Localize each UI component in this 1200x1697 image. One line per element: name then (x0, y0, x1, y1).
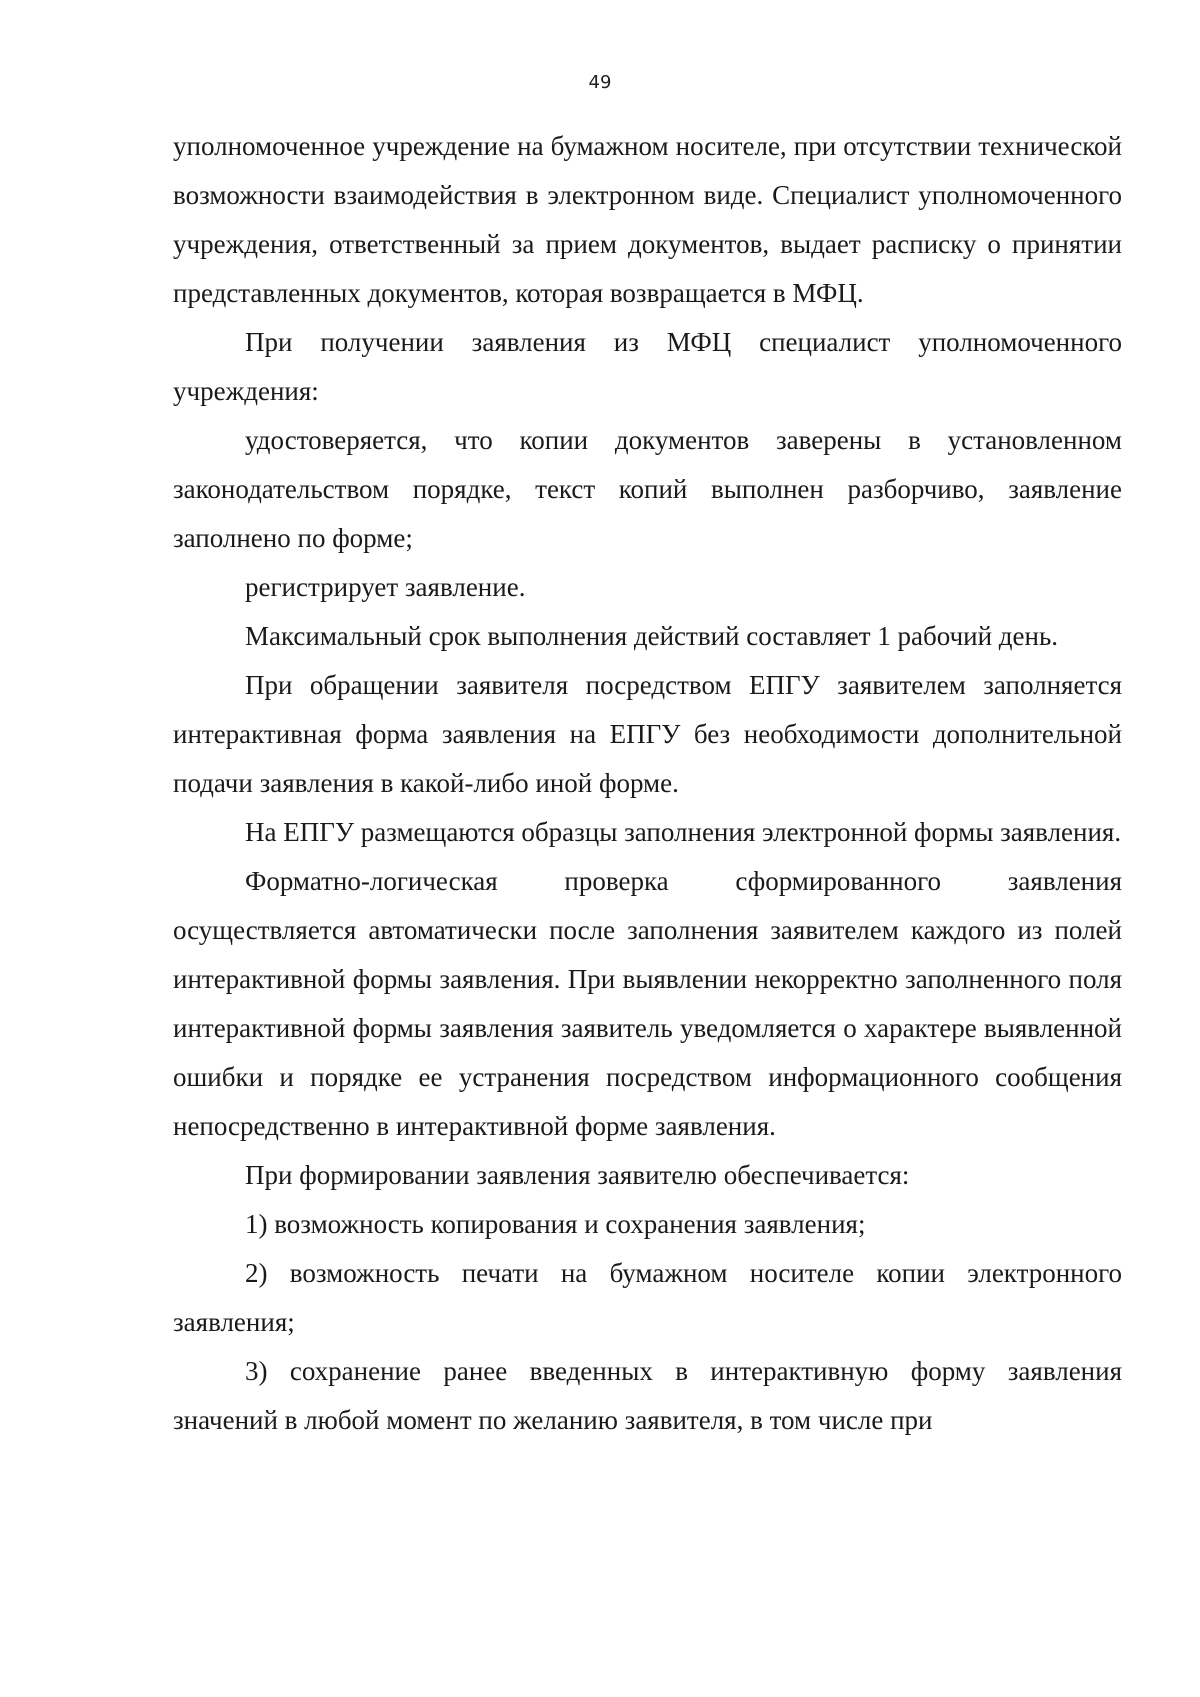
paragraph: На ЕПГУ размещаются образцы заполнения электронной формы заявления. (245, 817, 1122, 847)
page-number: 49 (588, 72, 612, 93)
paragraph: Максимальный срок выполнения действий составляет 1 рабочий день. (245, 621, 1059, 651)
paragraph-continuation: уполномоченное учреждение на бумажном носителе, при отсутствии технической возможности взаимодействия в электронном виде. Специалист уполномоченного учреждения, ответственный за прием документов, выдает расписку о принятии представленных документов, которая возвращается в МФЦ. (173, 131, 1122, 308)
list-item: 3) сохранение ранее введенных в интерактивную форму заявления значений в любой момент по желанию заявителя, в том числе при (173, 1356, 1122, 1435)
list-item: 1) возможность копирования и сохранения заявления; (245, 1209, 866, 1239)
paragraph: При формировании заявления заявителю обеспечивается: (245, 1160, 910, 1190)
list-item: 2) возможность печати на бумажном носителе копии электронного заявления; (173, 1258, 1122, 1337)
paragraph: регистрирует заявление. (245, 572, 526, 602)
paragraph: удостоверяется, что копии документов заверены в установленном законодательством порядке, текст копий выполнен разборчиво, заявление заполнено по форме; (173, 425, 1122, 553)
paragraph: При обращении заявителя посредством ЕПГУ заявителем заполняется интерактивная форма заявления на ЕПГУ без необходимости дополнительной подачи заявления в какой-либо иной форме. (173, 670, 1122, 798)
paragraph: При получении заявления из МФЦ специалист уполномоченного учреждения: (173, 327, 1122, 406)
document-body (173, 122, 1122, 1445)
paragraph: Форматно-логическая проверка сформированного заявления осуществляется автоматически после заполнения заявителем каждого из полей интерактивной формы заявления. При выявлении некорректно заполненного поля интерактивной формы заявления заявитель уведомляется о характере выявленной ошибки и порядке ее устранения посредством информационного сообщения непосредственно в интерактивной форме заявления. (173, 866, 1122, 1141)
